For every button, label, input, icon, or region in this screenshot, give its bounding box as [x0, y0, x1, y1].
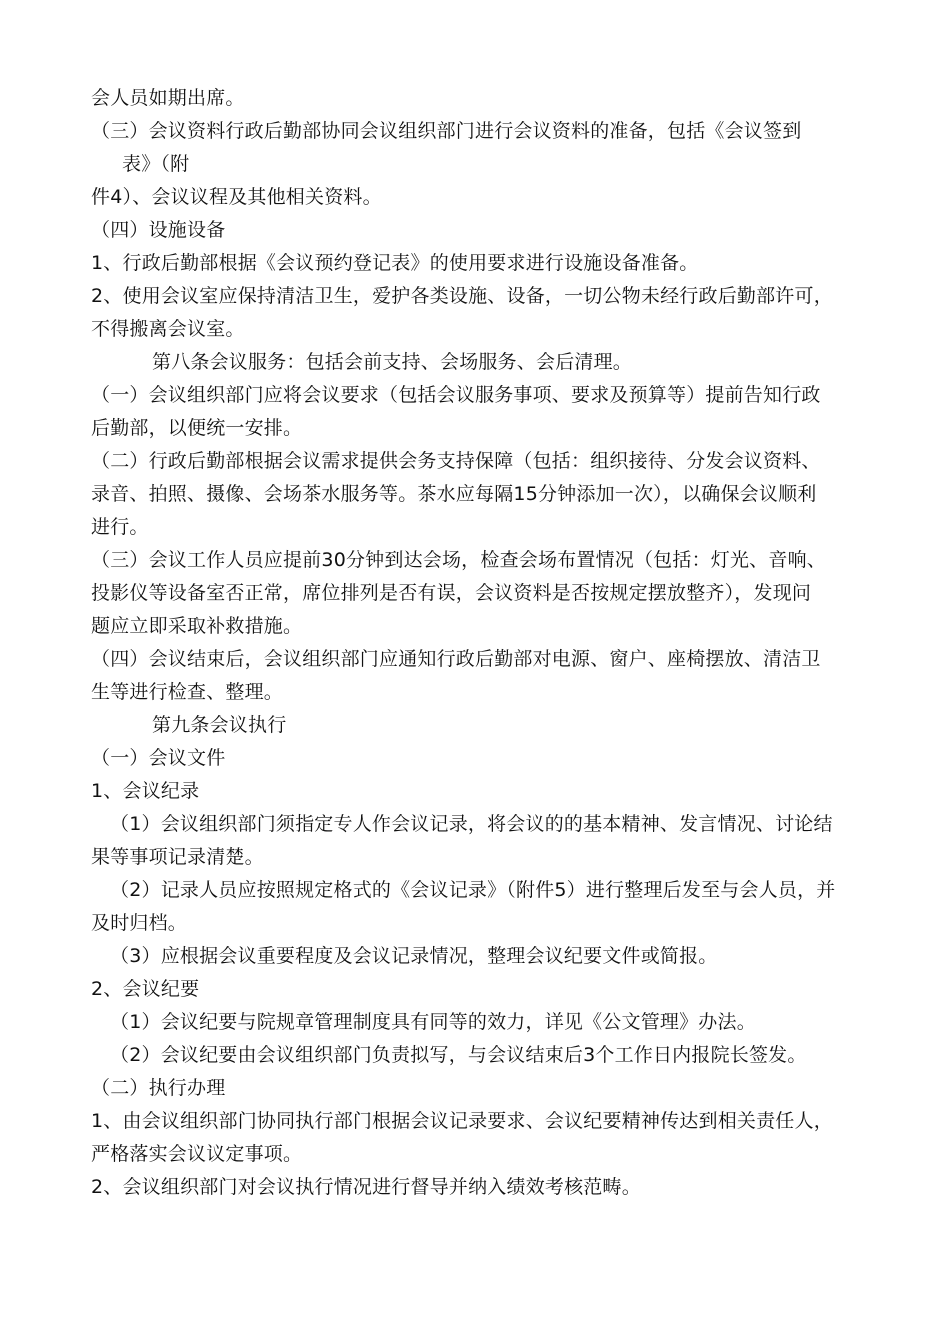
text-line: 题应立即采取补救措施。 [91, 615, 303, 637]
text-line: 录音、拍照、摄像、会场茶水服务等。茶水应每隔15分钟添加一次），以确保会议顺利 [91, 483, 817, 505]
text-line: （1）会议组织部门须指定专人作会议记录，将会议的的基本精神、发言情况、讨论结 [110, 813, 833, 835]
text-line: 2、会议纪要 [91, 978, 200, 1000]
text-line: 投影仪等设备室否正常，席位排列是否有误，会议资料是否按规定摆放整齐），发现问 [91, 582, 812, 604]
text-line: 2、使用会议室应保持清洁卫生，爱护各类设施、设备，一切公物未经行政后勤部许可， [91, 285, 833, 307]
text-line: 1、会议纪录 [91, 780, 200, 802]
text-line: （1）会议纪要与院规章管理制度具有同等的效力，详见《公文管理》办法。 [110, 1011, 756, 1033]
text-line: （2）会议纪要由会议组织部门负责拟写，与会议结束后3个工作日内报院长签发。 [110, 1044, 807, 1066]
text-line: 1、由会议组织部门协同执行部门根据会议记录要求、会议纪要精神传达到相关责任人， [91, 1110, 833, 1132]
text-line: 表》（附 [122, 153, 190, 175]
section-heading: 第八条会议服务：包括会前支持、会场服务、会后清理。 [152, 351, 633, 373]
text-line: （四）会议结束后，会议组织部门应通知行政后勤部对电源、窗户、座椅摆放、清洁卫 [91, 648, 821, 670]
text-line: （三）会议工作人员应提前30分钟到达会场，检查会场布置情况（包括：灯光、音响、 [91, 549, 826, 571]
text-line: （二）行政后勤部根据会议需求提供会务支持保障（包括：组织接待、分发会议资料、 [91, 450, 821, 472]
section-heading: 第九条会议执行 [152, 714, 287, 736]
text-line: （一）会议组织部门应将会议要求（包括会议服务事项、要求及预算等）提前告知行政 [91, 384, 821, 406]
text-line: （一）会议文件 [91, 747, 226, 769]
text-line: 不得搬离会议室。 [91, 318, 245, 340]
text-line: 2、会议组织部门对会议执行情况进行督导并纳入绩效考核范畴。 [91, 1176, 641, 1198]
text-line: （三）会议资料行政后勤部协同会议组织部门进行会议资料的准备，包括《会议签到 [91, 120, 802, 142]
text-line: 1、行政后勤部根据《会议预约登记表》的使用要求进行设施设备准备。 [91, 252, 699, 274]
text-line: （二）执行办理 [91, 1077, 226, 1099]
text-line: 会人员如期出席。 [91, 87, 245, 109]
text-line: （2）记录人员应按照规定格式的《会议记录》（附件5）进行整理后发至与会人员，并 [110, 879, 836, 901]
text-line: 生等进行检查、整理。 [91, 681, 284, 703]
text-line: 进行。 [91, 516, 149, 538]
text-line: 及时归档。 [91, 912, 188, 934]
text-line: 严格落实会议议定事项。 [91, 1143, 303, 1165]
text-line: 果等事项记录清楚。 [91, 846, 264, 868]
text-line: （四）设施设备 [91, 219, 226, 241]
text-line: 后勤部，以便统一安排。 [91, 417, 303, 439]
text-line: 件4）、会议议程及其他相关资料。 [91, 186, 382, 208]
text-line: （3）应根据会议重要程度及会议记录情况，整理会议纪要文件或简报。 [110, 945, 718, 967]
